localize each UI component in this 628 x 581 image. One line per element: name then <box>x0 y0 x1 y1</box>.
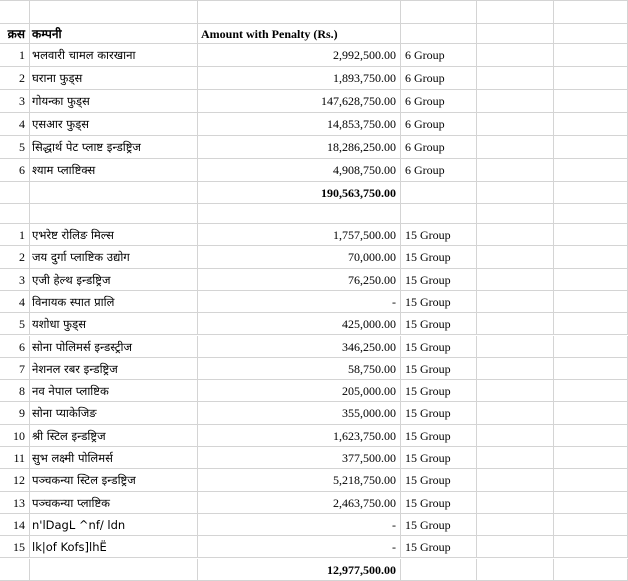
row-group[interactable]: 6 Group <box>401 113 477 136</box>
row-sn[interactable]: 14 <box>0 514 30 536</box>
row-group[interactable]: 15 Group <box>401 269 477 291</box>
row-sn[interactable]: 6 <box>0 336 30 358</box>
row-company[interactable]: सोना प्याकेजिङ <box>30 402 198 424</box>
cell[interactable] <box>554 224 628 246</box>
row-amount[interactable]: 4,908,750.00 <box>198 159 401 182</box>
cell[interactable] <box>477 402 554 424</box>
row-company[interactable]: श्याम प्लाष्टिक्स <box>30 159 198 182</box>
group1-total[interactable]: 190,563,750.00 <box>198 182 401 204</box>
cell[interactable] <box>477 380 554 402</box>
cell[interactable] <box>477 514 554 536</box>
row-group[interactable]: 15 Group <box>401 469 477 491</box>
cell[interactable] <box>554 469 628 491</box>
row-company[interactable]: एभरेष्ट रोलिङ मिल्स <box>30 224 198 246</box>
cell[interactable] <box>554 358 628 380</box>
row-company[interactable]: नव नेपाल प्लाष्टिक <box>30 380 198 402</box>
table-row <box>0 469 628 491</box>
row-sn[interactable]: 4 <box>0 291 30 313</box>
cell[interactable] <box>401 182 477 204</box>
cell[interactable] <box>477 559 554 581</box>
table-row <box>0 67 628 90</box>
row-sn[interactable]: 15 <box>0 536 30 558</box>
table-row <box>0 492 628 514</box>
cell[interactable] <box>477 159 554 182</box>
table-row <box>0 313 628 335</box>
row-sn[interactable]: 5 <box>0 136 30 159</box>
cell[interactable] <box>477 44 554 67</box>
cell[interactable] <box>30 182 198 204</box>
table-row <box>0 224 628 246</box>
cell[interactable] <box>0 182 30 204</box>
row-sn[interactable]: 13 <box>0 492 30 514</box>
row-amount[interactable]: 5,218,750.00 <box>198 469 401 491</box>
row-group[interactable]: 15 Group <box>401 336 477 358</box>
row-sn[interactable]: 9 <box>0 402 30 424</box>
row-company[interactable]: एजी हेल्थ इन्डष्ट्रिज <box>30 269 198 291</box>
table-row <box>0 402 628 424</box>
row-amount[interactable]: 14,853,750.00 <box>198 113 401 136</box>
cell[interactable] <box>554 159 628 182</box>
row-company[interactable]: सुभ लक्ष्मी पोलिमर्स <box>30 447 198 469</box>
cell[interactable] <box>401 0 477 24</box>
table-row <box>0 291 628 313</box>
row-group[interactable]: 6 Group <box>401 90 477 113</box>
cell[interactable] <box>30 204 198 224</box>
cell[interactable] <box>554 514 628 536</box>
row-amount[interactable]: 2,992,500.00 <box>198 44 401 67</box>
cell[interactable] <box>554 269 628 291</box>
row-amount[interactable]: 205,000.00 <box>198 380 401 402</box>
header-amount[interactable]: Amount with Penalty (Rs.) <box>198 24 401 44</box>
cell[interactable] <box>477 67 554 90</box>
header-empty-1[interactable] <box>477 24 554 44</box>
cell[interactable] <box>554 182 628 204</box>
cell[interactable] <box>554 136 628 159</box>
row-company[interactable]: गोयन्का फुड्स <box>30 90 198 113</box>
cell[interactable] <box>477 313 554 335</box>
row-company[interactable]: जय दुर्गा प्लाष्टिक उद्योग <box>30 246 198 268</box>
cell[interactable] <box>401 204 477 224</box>
table-row <box>0 113 628 136</box>
row-group[interactable]: 6 Group <box>401 136 477 159</box>
row-company[interactable]: सोना पोलिमर्स इन्डस्ट्रीज <box>30 336 198 358</box>
cell[interactable] <box>554 67 628 90</box>
cell[interactable] <box>554 246 628 268</box>
row-sn[interactable]: 1 <box>0 44 30 67</box>
row-company[interactable]: सिद्धार्थ पेट प्लाष्ट इन्डष्ट्रिज <box>30 136 198 159</box>
row-amount[interactable]: 355,000.00 <box>198 402 401 424</box>
row-group[interactable]: 15 Group <box>401 313 477 335</box>
row-company[interactable]: नेशनल रबर इन्डष्ट्रिज <box>30 358 198 380</box>
row-amount[interactable]: 147,628,750.00 <box>198 90 401 113</box>
table-row <box>0 269 628 291</box>
row-company[interactable]: n'lDagL ^nf/ ldn <box>30 514 198 536</box>
table-row <box>0 536 628 558</box>
row-company[interactable]: भलवारी चामल कारखाना <box>30 44 198 67</box>
row-amount[interactable]: 18,286,250.00 <box>198 136 401 159</box>
header-row <box>0 24 628 44</box>
row-amount[interactable]: 2,463,750.00 <box>198 492 401 514</box>
cell[interactable] <box>554 204 628 224</box>
header-sn[interactable]: क्रस <box>0 24 30 44</box>
cell[interactable] <box>477 90 554 113</box>
row-amount[interactable]: 1,893,750.00 <box>198 67 401 90</box>
row-amount[interactable]: 377,500.00 <box>198 447 401 469</box>
cell[interactable] <box>30 0 198 24</box>
row-group[interactable]: 6 Group <box>401 67 477 90</box>
cell[interactable] <box>477 113 554 136</box>
row-sn[interactable]: 7 <box>0 358 30 380</box>
cell[interactable] <box>477 224 554 246</box>
cell[interactable] <box>198 0 401 24</box>
cell[interactable] <box>0 204 30 224</box>
row-blank-top <box>0 0 628 24</box>
row-company[interactable]: श्री स्टिल इन्डष्ट्रिज <box>30 425 198 447</box>
header-group[interactable] <box>401 24 477 44</box>
row-company[interactable]: यशोधा फुड्स <box>30 313 198 335</box>
row-group[interactable]: 15 Group <box>401 358 477 380</box>
row-amount[interactable]: - <box>198 291 401 313</box>
cell[interactable] <box>554 447 628 469</box>
row-group[interactable]: 15 Group <box>401 402 477 424</box>
cell[interactable] <box>477 425 554 447</box>
table-row <box>0 336 628 358</box>
cell[interactable] <box>554 402 628 424</box>
table-row <box>0 159 628 182</box>
row-company[interactable]: पञ्चकन्या स्टिल इन्डष्ट्रिज <box>30 469 198 491</box>
cell[interactable] <box>477 0 554 24</box>
row-group[interactable]: 15 Group <box>401 291 477 313</box>
cell[interactable] <box>477 246 554 268</box>
cell[interactable] <box>554 492 628 514</box>
cell[interactable] <box>477 269 554 291</box>
row-company[interactable]: विनायक स्पात प्रालि <box>30 291 198 313</box>
table-row <box>0 425 628 447</box>
row-amount[interactable]: 346,250.00 <box>198 336 401 358</box>
row-sn[interactable]: 1 <box>0 224 30 246</box>
row-sn[interactable]: 5 <box>0 313 30 335</box>
row-amount[interactable]: 425,000.00 <box>198 313 401 335</box>
cell[interactable] <box>477 358 554 380</box>
row-amount[interactable]: 70,000.00 <box>198 246 401 268</box>
cell[interactable] <box>477 536 554 558</box>
cell[interactable] <box>0 0 30 24</box>
cell[interactable] <box>554 313 628 335</box>
cell[interactable] <box>477 469 554 491</box>
row-sn[interactable]: 11 <box>0 447 30 469</box>
cell[interactable] <box>477 291 554 313</box>
row-group[interactable]: 15 Group <box>401 447 477 469</box>
cell[interactable] <box>554 44 628 67</box>
cell[interactable] <box>477 447 554 469</box>
cell[interactable] <box>554 380 628 402</box>
cell[interactable] <box>477 204 554 224</box>
cell[interactable] <box>554 0 628 24</box>
row-group[interactable]: 6 Group <box>401 159 477 182</box>
cell[interactable] <box>554 113 628 136</box>
group1-total-row <box>0 182 628 204</box>
row-company[interactable]: पञ्चकन्या प्लाष्टिक <box>30 492 198 514</box>
cell[interactable] <box>554 291 628 313</box>
row-group[interactable]: 15 Group <box>401 492 477 514</box>
table-row <box>0 136 628 159</box>
row-company[interactable]: एसआर फुड्स <box>30 113 198 136</box>
row-sn[interactable]: 12 <box>0 469 30 491</box>
cell[interactable] <box>30 559 198 581</box>
row-sn[interactable]: 3 <box>0 269 30 291</box>
cell[interactable] <box>0 559 30 581</box>
table-row <box>0 90 628 113</box>
cell[interactable] <box>477 182 554 204</box>
row-sn[interactable]: 10 <box>0 425 30 447</box>
row-sn[interactable]: 6 <box>0 159 30 182</box>
row-amount[interactable]: 1,623,750.00 <box>198 425 401 447</box>
row-group[interactable]: 15 Group <box>401 224 477 246</box>
table-row <box>0 447 628 469</box>
row-sn[interactable]: 2 <box>0 246 30 268</box>
cell[interactable] <box>477 336 554 358</box>
cell[interactable] <box>554 90 628 113</box>
group2-total-row <box>0 559 628 581</box>
table-row <box>0 514 628 536</box>
row-group[interactable]: 15 Group <box>401 514 477 536</box>
cell[interactable] <box>401 559 477 581</box>
table-row <box>0 44 628 67</box>
row-amount[interactable]: - <box>198 536 401 558</box>
row-sn[interactable]: 2 <box>0 67 30 90</box>
cell[interactable] <box>554 336 628 358</box>
row-group[interactable]: 15 Group <box>401 536 477 558</box>
row-company[interactable]: घराना फुड्स <box>30 67 198 90</box>
row-group[interactable]: 15 Group <box>401 246 477 268</box>
cell[interactable] <box>554 425 628 447</box>
row-amount[interactable]: - <box>198 514 401 536</box>
cell[interactable] <box>198 204 401 224</box>
row-sn[interactable]: 8 <box>0 380 30 402</box>
row-group[interactable]: 6 Group <box>401 44 477 67</box>
cell[interactable] <box>554 559 628 581</box>
table-row <box>0 246 628 268</box>
row-amount[interactable]: 76,250.00 <box>198 269 401 291</box>
header-empty-2[interactable] <box>554 24 628 44</box>
table-row <box>0 358 628 380</box>
header-company[interactable]: कम्पनी <box>30 24 198 44</box>
table-row <box>0 380 628 402</box>
row-amount[interactable]: 1,757,500.00 <box>198 224 401 246</box>
row-sn[interactable]: 3 <box>0 90 30 113</box>
row-amount[interactable]: 58,750.00 <box>198 358 401 380</box>
row-blank-middle <box>0 204 628 224</box>
group2-total[interactable]: 12,977,500.00 <box>198 559 401 581</box>
cell[interactable] <box>477 136 554 159</box>
cell[interactable] <box>554 536 628 558</box>
row-company[interactable]: lk|of Kofs]lhË <box>30 536 198 558</box>
row-group[interactable]: 15 Group <box>401 380 477 402</box>
cell[interactable] <box>477 492 554 514</box>
row-group[interactable]: 15 Group <box>401 425 477 447</box>
row-sn[interactable]: 4 <box>0 113 30 136</box>
